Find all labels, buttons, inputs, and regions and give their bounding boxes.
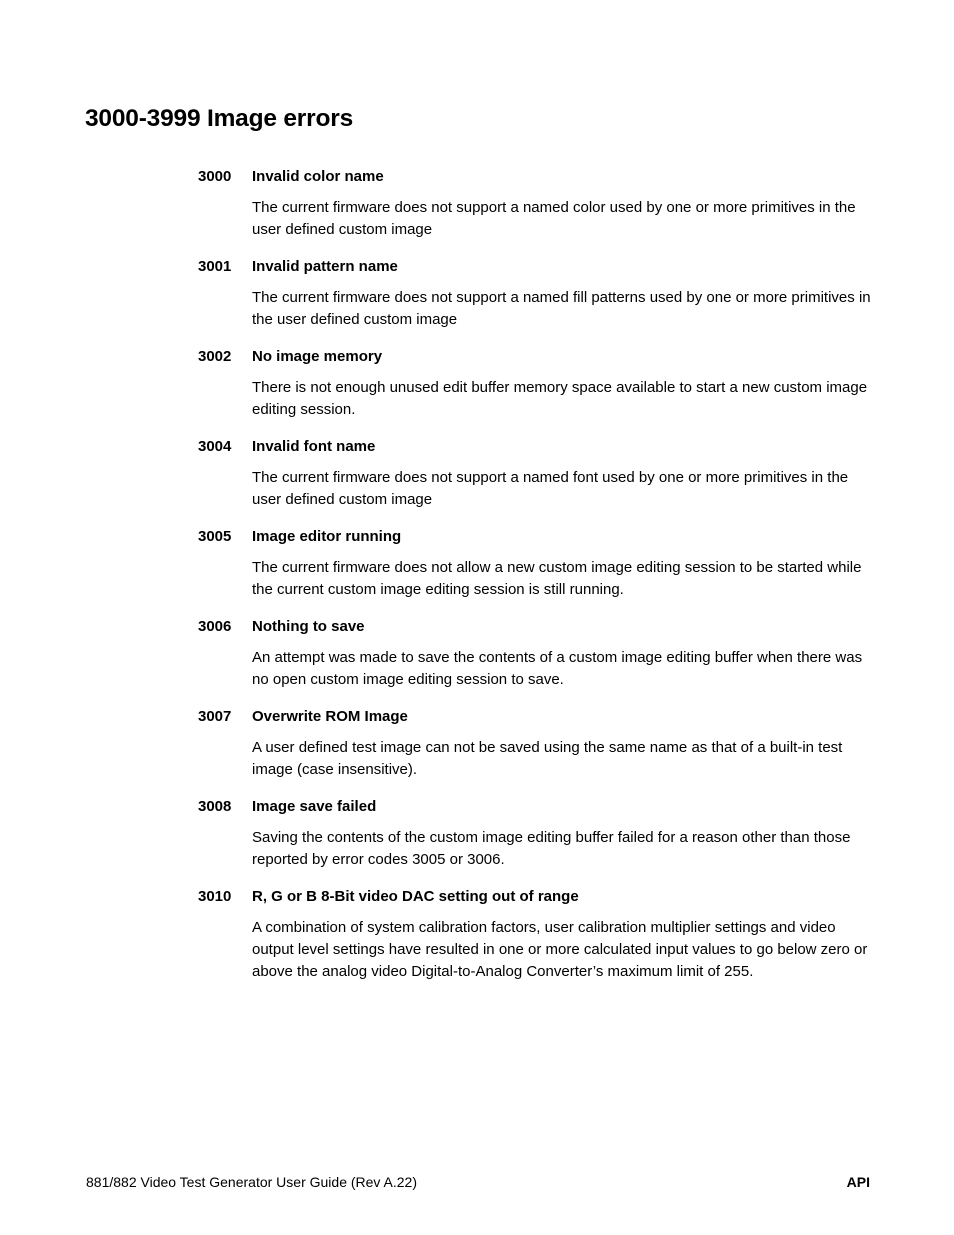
error-description: The current firmware does not support a named color used by one or more primitives in the user defined custom image xyxy=(252,199,856,238)
error-code: 3004 xyxy=(198,438,232,455)
error-header xyxy=(198,166,878,188)
error-description: An attempt was made to save the contents of a custom image editing buffer when there was no open custom image editing session to save. xyxy=(252,649,863,688)
error-code: 3005 xyxy=(198,528,232,545)
error-code: 3006 xyxy=(198,618,232,635)
error-name: R, G or B 8-Bit video DAC setting out of range xyxy=(252,888,579,905)
error-code: 3007 xyxy=(198,708,232,725)
error-code: 3008 xyxy=(198,798,232,815)
error-code-list xyxy=(198,166,878,998)
error-name: Invalid color name xyxy=(252,168,384,185)
error-entry-3005 xyxy=(198,526,878,601)
page-title: 3000-3999 Image errors xyxy=(85,105,354,132)
error-description: A user defined test image can not be saved using the same name as that of a built-in test image (case insensitive). xyxy=(252,739,843,778)
error-name: Overwrite ROM Image xyxy=(252,708,408,725)
footer-section-label: API xyxy=(846,1174,870,1190)
error-header xyxy=(198,436,878,458)
error-code: 3002 xyxy=(198,348,232,365)
error-entry-3008 xyxy=(198,796,878,871)
error-description: There is not enough unused edit buffer memory space available to start a new custom image editing session. xyxy=(252,379,868,418)
error-description: The current firmware does not allow a new custom image editing session to be started while the current custom image editing session is still running. xyxy=(252,559,862,598)
error-entry-3007 xyxy=(198,706,878,781)
error-code: 3000 xyxy=(198,168,232,185)
footer-document-title: 881/882 Video Test Generator User Guide (Rev A.22) xyxy=(86,1174,418,1190)
error-header xyxy=(198,526,878,548)
error-entry-3004 xyxy=(198,436,878,511)
error-code: 3001 xyxy=(198,258,232,275)
error-name: Image save failed xyxy=(252,798,377,815)
error-code: 3010 xyxy=(198,888,232,905)
error-header xyxy=(198,346,878,368)
error-name: Invalid font name xyxy=(252,438,376,455)
error-entry-3002 xyxy=(198,346,878,421)
error-entry-3010 xyxy=(198,886,878,983)
error-header xyxy=(198,796,878,818)
error-name: Nothing to save xyxy=(252,618,365,635)
error-description: Saving the contents of the custom image editing buffer failed for a reason other than those reported by error codes 3005 or 3006. xyxy=(252,829,851,868)
error-description: A combination of system calibration factors, user calibration multiplier settings and video output level settings have resulted in one or more calculated input values to go below zero or above the analog video Digital-to-Analog Converter’s maximum limit of 255. xyxy=(252,919,868,980)
error-header xyxy=(198,886,878,908)
error-description: The current firmware does not support a named font used by one or more primitives in the user defined custom image xyxy=(252,469,849,508)
error-name: Image editor running xyxy=(252,528,402,545)
error-entry-3006 xyxy=(198,616,878,691)
page-footer xyxy=(86,1172,870,1192)
error-header xyxy=(198,616,878,638)
error-header xyxy=(198,256,878,278)
error-header xyxy=(198,706,878,728)
error-description: The current firmware does not support a named fill patterns used by one or more primitives in the user defined custom image xyxy=(252,289,871,328)
error-name: Invalid pattern name xyxy=(252,258,398,275)
error-entry-3000 xyxy=(198,166,878,241)
error-name: No image memory xyxy=(252,348,383,365)
error-entry-3001 xyxy=(198,256,878,331)
